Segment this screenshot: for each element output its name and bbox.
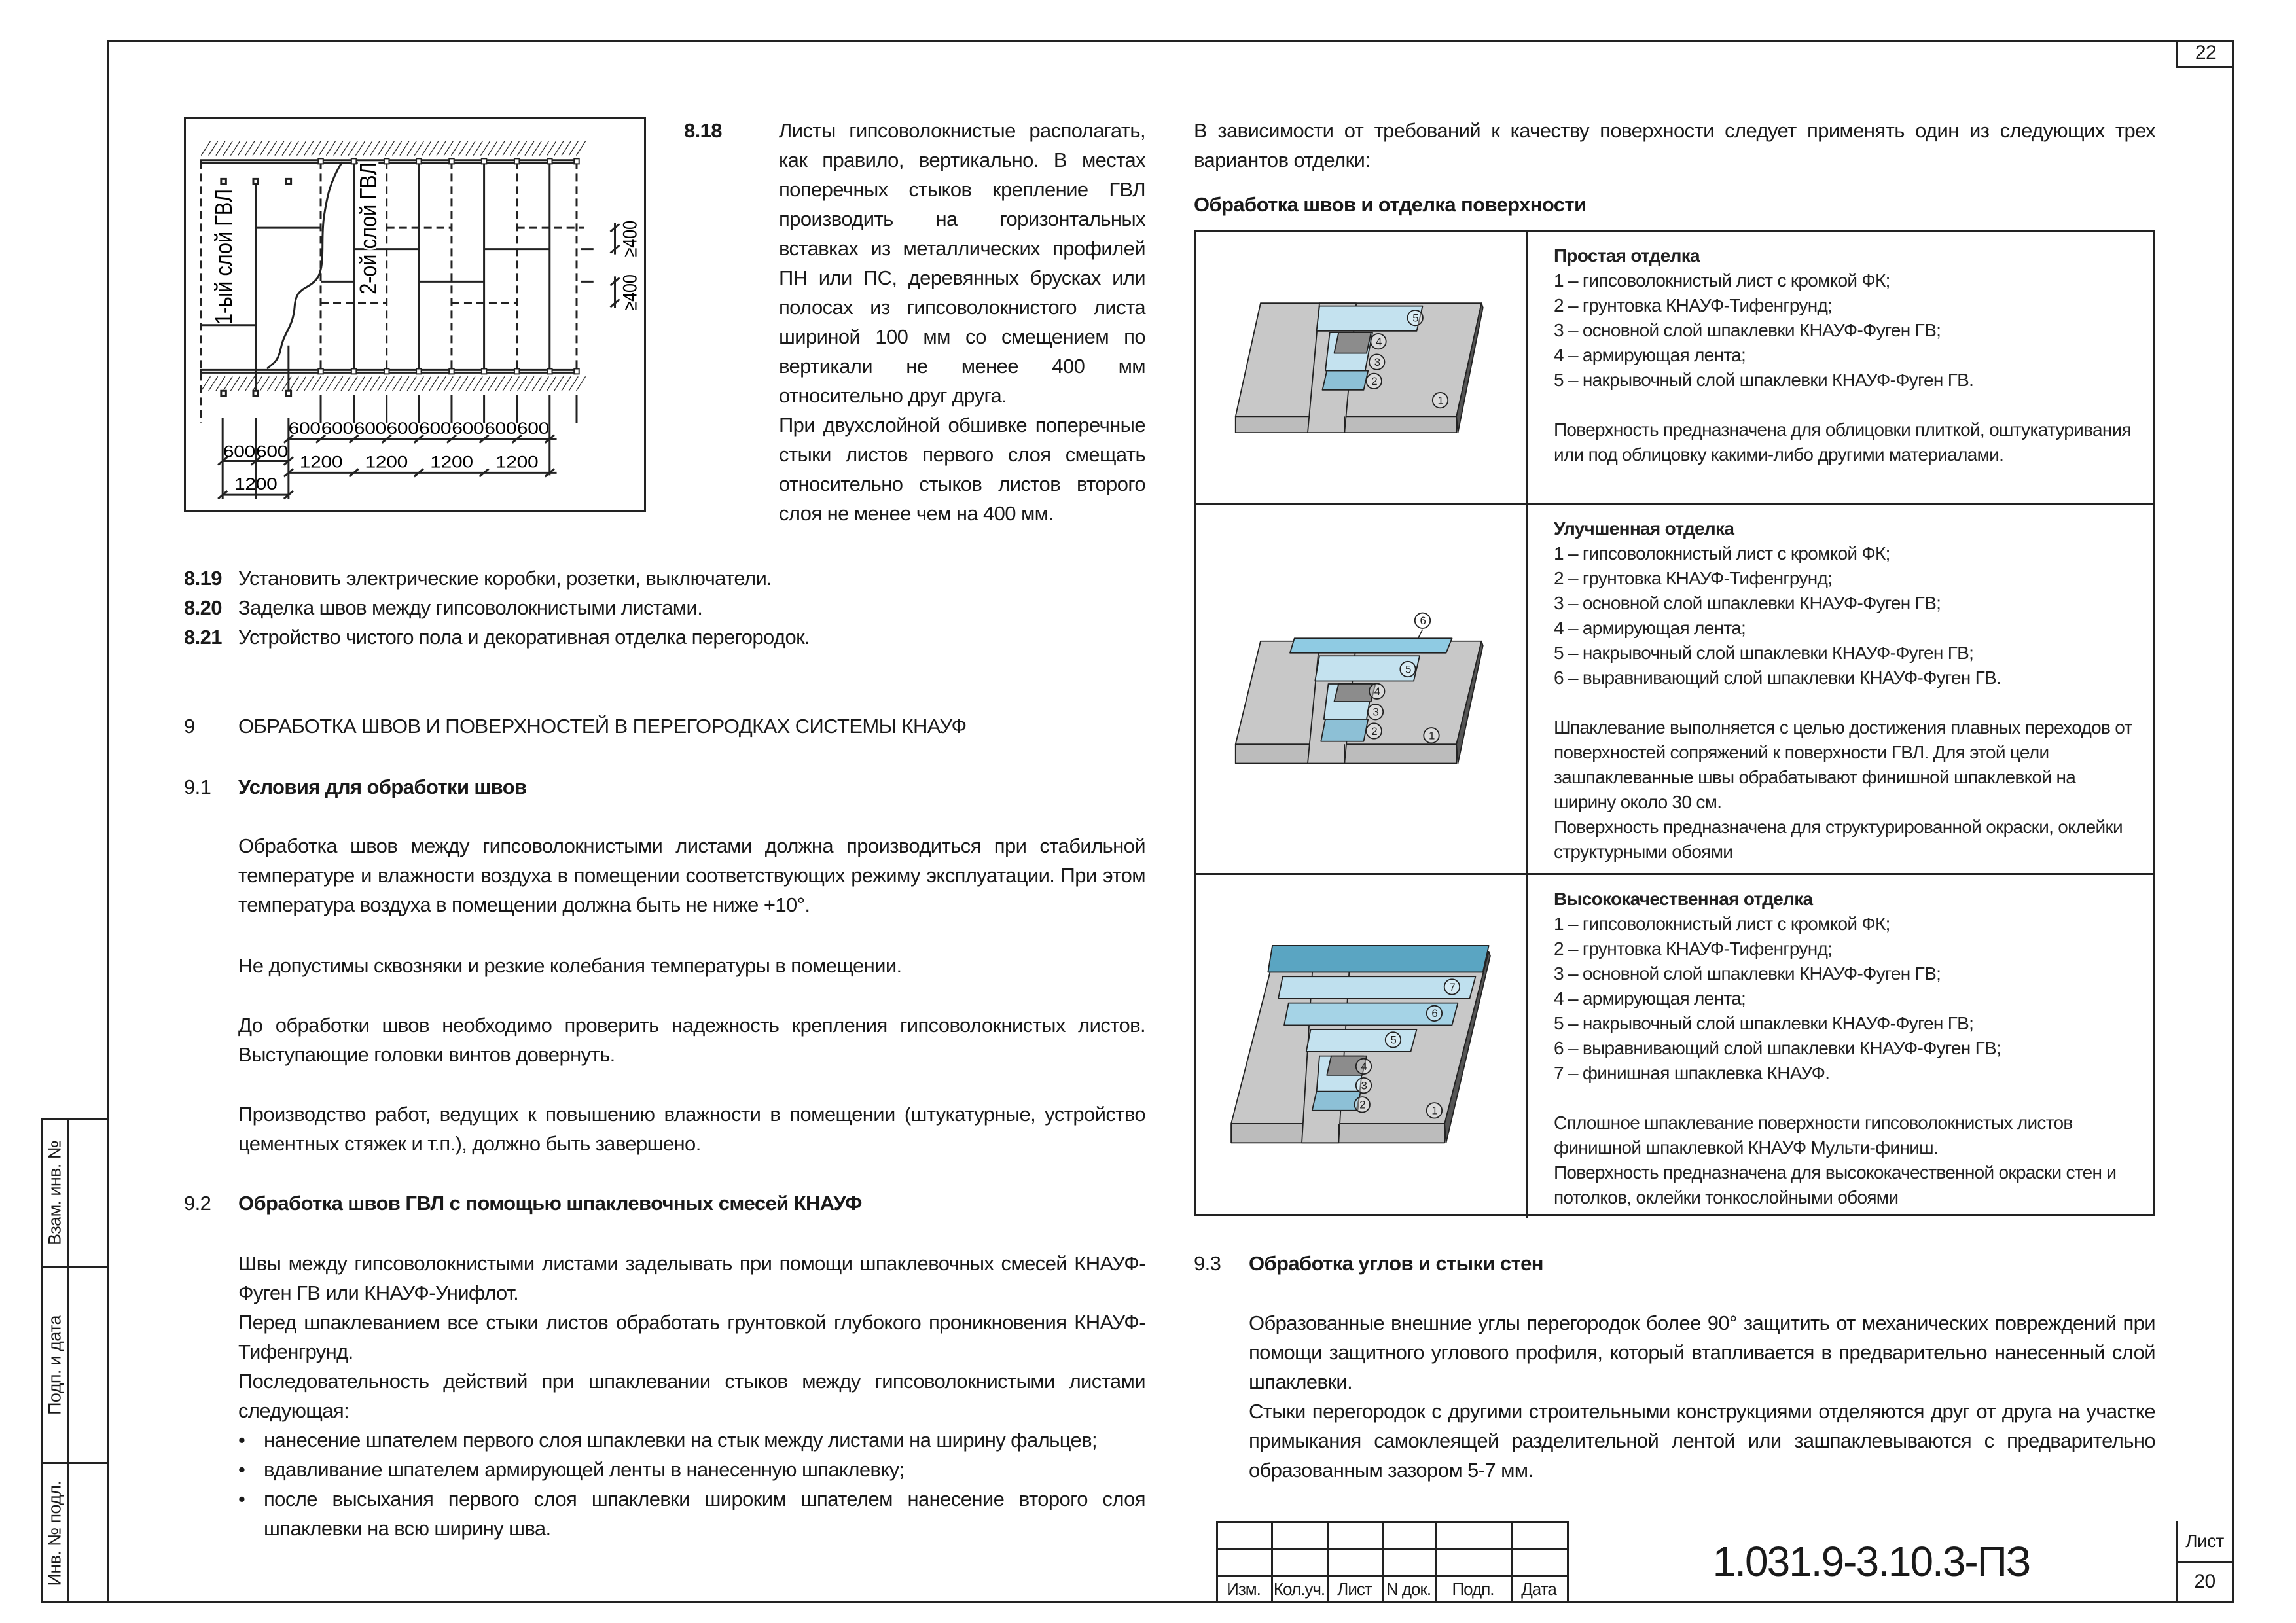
hatch-line (385, 141, 394, 156)
leader-line (1418, 630, 1423, 639)
paragraph: Последовательность действий при шпаклевании стыков между гипсоволокнистыми листами следующая: (238, 1370, 1145, 1422)
hatch-line (289, 141, 298, 156)
paragraph: Листы гипсоволокнистые располагать, как правило, вертикально. В местах поперечных стыков крепление ГВЛ производить на горизонтальных вставках из металлических профилей ПН или ПС, деревянных брусках или полосах из гипсоволокнистого листа шириной 100 мм со смещением по вертикали не менее 400 мм относительно друг друга. (779, 119, 1145, 407)
hatch-line (407, 376, 416, 391)
offset-label: ≥400 (619, 221, 641, 257)
hatch-line (414, 376, 423, 391)
hatch-line (260, 141, 269, 156)
hatch-line (466, 376, 475, 391)
hatch-line (238, 376, 247, 391)
hatch-line (577, 376, 586, 391)
hatch-line (547, 141, 556, 156)
hatch-line (554, 141, 564, 156)
hatch-line (319, 141, 328, 156)
section-92-body (238, 1249, 1145, 1543)
hatch-line (495, 141, 505, 156)
layer-item: 1 – гипсоволокнистый лист с кромкой ФК; (1554, 543, 1890, 563)
hatch-line (473, 141, 482, 156)
hatch-line (370, 376, 380, 391)
item-818-text (779, 116, 1145, 528)
putty-layer (1323, 371, 1369, 390)
bullet-icon: • (238, 1458, 245, 1481)
hatch-line (355, 141, 365, 156)
hatch-line (547, 376, 556, 391)
subsection-number: 9.3 (1194, 1252, 1221, 1275)
fastener-clip (318, 368, 323, 374)
hatch-line (437, 376, 446, 391)
hatch-line (459, 141, 468, 156)
hatch-line (393, 376, 402, 391)
hatch-line (444, 376, 453, 391)
hatch-line (488, 376, 497, 391)
hatch-line (275, 376, 284, 391)
layer-item: 2 – грунтовка КНАУФ-Тифенгрунд; (1554, 938, 1833, 959)
hatch-line (334, 141, 343, 156)
fastener-clip (318, 158, 323, 164)
hatch-line (223, 376, 232, 391)
paragraph: Производство работ, ведущих к повышению влажности в помещении (штукатурные, устройство цементных стяжек и т.п.), должно быть завершено. (238, 1103, 1145, 1155)
stamp-label: Взам. инв. № (45, 1140, 65, 1246)
stud-marker (221, 391, 226, 396)
finish-description (1554, 243, 2140, 467)
section-title: ОБРАБОТКА ШВОВ И ПОВЕРХНОСТЕЙ В ПЕРЕГОРОДКАХ СИСТЕМЫ КНАУФ (238, 715, 967, 738)
hatch-line (525, 376, 534, 391)
hatch-line (348, 376, 357, 391)
page-number-top: 22 (2176, 40, 2234, 68)
hatch-line (518, 141, 527, 156)
layer-item: 5 – накрывочный слой шпаклевки КНАУФ-Фуген ГВ; (1554, 643, 1974, 663)
finish-table (1194, 230, 2155, 1216)
fastener-clip (482, 368, 486, 374)
hatch-line (510, 141, 519, 156)
layer-item: 7 – финишная шпаклевка КНАУФ. (1554, 1063, 1830, 1083)
hatch-line (422, 141, 431, 156)
break-line (267, 162, 342, 369)
item-text: Заделка швов между гипсоволокнистыми листами. (238, 596, 703, 619)
dimension-label: 1200 (365, 452, 408, 471)
item-number: 8.19 (184, 567, 222, 590)
hatch-line (510, 376, 519, 391)
fastener-clip (449, 368, 454, 374)
fastener-clip (449, 158, 454, 164)
gvl-layout-drawing (186, 119, 644, 510)
hatch-line (296, 376, 306, 391)
hatch-line (363, 376, 372, 391)
layer-marker-number: 3 (1374, 355, 1380, 368)
hatch-line (326, 376, 335, 391)
paragraph: Стыки перегородок с другими строительными конструкциями отделяются друг от друга на участке примыкания самоклеящей разделительной лентой или зашпаклевываются с предварительно образованным зазором 5-7 мм. (1249, 1400, 2155, 1482)
dimension-label: 1200 (495, 452, 539, 471)
hatch-line (341, 141, 350, 156)
subsection-number: 9.1 (184, 776, 211, 798)
fastener-clip (574, 368, 579, 374)
fastener-clip (547, 158, 552, 164)
hatch-line (282, 376, 291, 391)
subsection-number: 9.2 (184, 1192, 211, 1215)
hatch-line (569, 376, 578, 391)
hatch-line (201, 376, 210, 391)
putty-layer (1335, 332, 1371, 353)
layer-marker-number: 5 (1405, 663, 1411, 676)
stud-marker (286, 179, 291, 184)
hatch-line (312, 141, 321, 156)
putty-layer (1321, 719, 1368, 741)
section-93-body (1249, 1308, 2155, 1485)
hatch-line (334, 376, 343, 391)
table-row (1196, 232, 2153, 503)
layer-marker-number: 3 (1361, 1079, 1367, 1092)
layer-item: 2 – грунтовка КНАУФ-Тифенгрунд; (1554, 568, 1833, 588)
stud-marker (253, 179, 258, 184)
layer-marker-number: 7 (1449, 980, 1455, 993)
layer-marker-number: 5 (1412, 312, 1418, 325)
layer-marker-number: 1 (1428, 729, 1435, 742)
hatch-line (312, 376, 321, 391)
dimension-label: 600 (419, 418, 452, 438)
hatch-line (400, 376, 409, 391)
hatch-line (473, 376, 482, 391)
hatch-line (245, 141, 255, 156)
subsection-title: Обработка швов ГВЛ с помощью шпаклевочных смесей КНАУФ (238, 1192, 862, 1215)
hatch-line (260, 376, 269, 391)
dimension-label: 600 (386, 418, 419, 438)
hatch-line (429, 376, 439, 391)
layer-marker-number: 2 (1371, 724, 1377, 738)
layer-marker-number: 2 (1371, 375, 1377, 388)
layer1-label: 1-ый слой ГВЛ (210, 189, 238, 325)
layers-diagram (1196, 505, 1526, 875)
dimension-label: 600 (353, 418, 386, 438)
hatch-line (385, 376, 394, 391)
putty-layer (1317, 306, 1423, 331)
hatch-line (554, 376, 564, 391)
layer-item: 3 – основной слой шпаклевки КНАУФ-Фуген ГВ; (1554, 593, 1941, 613)
column-label: N док. (1386, 1579, 1431, 1599)
hatch-line (562, 141, 571, 156)
hatch-line (503, 141, 512, 156)
hatch-line (569, 141, 578, 156)
column-label: Лист (1337, 1579, 1372, 1599)
layer-item: 4 – армирующая лента; (1554, 988, 1746, 1008)
fastener-clip (416, 158, 421, 164)
dimension-label: 600 (516, 418, 550, 438)
hatch-line (577, 141, 586, 156)
layers-diagram (1196, 875, 1526, 1218)
paragraph: До обработки швов необходимо проверить надежность крепления гипсоволокнистых листов. Выступающие головки винтов довернуть. (238, 1014, 1145, 1066)
fastener-clip (514, 368, 519, 374)
fastener-clip (384, 158, 389, 164)
stud-marker (221, 179, 226, 184)
hatch-line (488, 141, 497, 156)
hatch-line (414, 141, 423, 156)
paragraph: Швы между гипсоволокнистыми листами заделывать при помощи шпаклевочных смесей КНАУФ-Фуген ГВ или КНАУФ-Унифлот. (238, 1252, 1145, 1304)
finish-note: Сплошное шпаклевание поверхности гипсоволокнистых листов финишной шпаклевкой КНАУФ Мульти-финиш. (1554, 1113, 2073, 1158)
hatch-line (304, 376, 314, 391)
fastener-clip (416, 368, 421, 374)
hatch-line (480, 376, 490, 391)
finish-note: Поверхность предназначена для высококачественной окраски стен и потолков, оклейки тонкослойными обоями (1554, 1162, 2117, 1207)
section-number: 9 (184, 715, 195, 738)
hatch-line (466, 141, 475, 156)
layer-item: 2 – грунтовка КНАУФ-Тифенгрунд; (1554, 295, 1833, 315)
layer-marker-number: 4 (1361, 1060, 1367, 1073)
hatch-line (363, 141, 372, 156)
column-label: Кол.уч. (1273, 1579, 1325, 1599)
layer-marker-number: 5 (1390, 1033, 1396, 1046)
dimension-label: 600 (452, 418, 484, 438)
hatch-line (304, 141, 314, 156)
hatch-line (238, 141, 247, 156)
dimension-label: 600 (321, 418, 353, 438)
items-8-list (184, 563, 1145, 652)
hatch-line (532, 376, 541, 391)
column-label: Дата (1521, 1579, 1556, 1599)
finish-description (1554, 516, 2140, 865)
layer-item: 1 – гипсоволокнистый лист с кромкой ФК; (1554, 270, 1890, 291)
putty-layer (1268, 946, 1488, 972)
sheet-label: Лист (2185, 1531, 2224, 1551)
table-row (1196, 503, 2153, 873)
table-row (1196, 873, 2153, 1218)
hatch-line (429, 141, 439, 156)
list-item (238, 1425, 1145, 1455)
hatch-line (562, 376, 571, 391)
list-item-text: нанесение шпателем первого слоя шпаклевки на стык между листами на ширину фальцев; (264, 1429, 1098, 1452)
paragraph: Образованные внешние углы перегородок более 90° защитить от механических повреждений при помощи защитного углового профиля, который втапливается в предварительно нанесенный слой шпаклевки. (1249, 1311, 2155, 1393)
layer-item: 4 – армирующая лента; (1554, 618, 1746, 638)
subsection-title: Обработка углов и стыки стен (1249, 1252, 1543, 1275)
hatch-line (451, 376, 460, 391)
hatch-line (539, 376, 548, 391)
fastener-clip (384, 368, 389, 374)
layer-item: 1 – гипсоволокнистый лист с кромкой ФК; (1554, 914, 1890, 934)
hatch-line (437, 141, 446, 156)
paragraph: В зависимости от требований к качеству поверхности следует применять один из следующих трех вариантов отделки: (1194, 119, 2155, 171)
putty-layer (1290, 638, 1452, 653)
dimension-label: 1200 (430, 452, 473, 471)
paragraph: При двухслойной обшивке поперечные стыки листов первого слоя смещать относительно стыков листов второго слоя не менее чем на 400 мм. (779, 414, 1145, 525)
hatch-line (400, 141, 409, 156)
finish-figure (1196, 875, 1528, 1218)
item-number: 8.18 (684, 119, 722, 142)
hatch-line (296, 141, 306, 156)
fastener-clip (351, 368, 356, 374)
finish-title: Улучшенная отделка (1554, 518, 1734, 539)
hatch-line (216, 376, 225, 391)
layer-marker-number: 2 (1359, 1098, 1365, 1111)
hatch-line (444, 141, 453, 156)
layer-marker-number: 1 (1431, 1104, 1437, 1117)
bullet-icon: • (238, 1488, 245, 1510)
subsection-title: Условия для обработки швов (238, 776, 527, 798)
sheet-number: 20 (2194, 1571, 2215, 1592)
item-number: 8.20 (184, 596, 222, 619)
hatch-line (378, 141, 387, 156)
list-item (238, 1455, 1145, 1484)
stud-marker (286, 391, 291, 396)
bullet-icon: • (238, 1429, 245, 1452)
hatch-line (216, 141, 225, 156)
finish-description (1554, 887, 2140, 1210)
dimension-label: 600 (255, 442, 289, 461)
hatch-line (393, 141, 402, 156)
finish-figure (1196, 505, 1528, 873)
hatch-line (370, 141, 380, 156)
hatch-line (480, 141, 490, 156)
dimension-label: 600 (223, 442, 256, 461)
paragraph: Перед шпаклеванием все стыки листов обработать грунтовкой глубокого проникновения КНАУФ-Тифенгрунд. (238, 1311, 1145, 1363)
table-title: Обработка швов и отделка поверхности (1194, 193, 1587, 216)
layer-item: 4 – армирующая лента; (1554, 345, 1746, 365)
hatch-line (253, 376, 262, 391)
finish-note: Поверхность предназначена для облицовки плиткой, оштукатуривания или под облицовку какими-либо другими материалами. (1554, 419, 2132, 465)
layer2-label: 2-ой слой ГВЛ (355, 162, 382, 294)
paragraph: Не допустимы сквозняки и резкие колебания температуры в помещении. (238, 954, 902, 977)
hatch-line (245, 376, 255, 391)
hatch-line (253, 141, 262, 156)
hatch-line (355, 376, 365, 391)
hatch-line (503, 376, 512, 391)
finish-title: Простая отделка (1554, 245, 1700, 266)
hatch-line (422, 376, 431, 391)
fastener-clip (482, 158, 486, 164)
hatch-line (532, 141, 541, 156)
hatch-line (223, 141, 232, 156)
finish-figure (1196, 232, 1528, 503)
hatch-line (378, 376, 387, 391)
hatch-line (230, 141, 240, 156)
dimension-label: 1200 (234, 474, 278, 493)
column-label: Изм. (1227, 1579, 1261, 1599)
fastener-clip (547, 368, 552, 374)
fastener-clip (514, 158, 519, 164)
title-block (1216, 1521, 2234, 1603)
hatch-line (275, 141, 284, 156)
layer-marker-number: 6 (1431, 1007, 1437, 1020)
layer-item: 5 – накрывочный слой шпаклевки КНАУФ-Фуген ГВ; (1554, 1013, 1974, 1033)
stamp-label: Подп. и дата (45, 1315, 65, 1415)
hatch-line (326, 141, 335, 156)
layer-marker-number: 3 (1372, 705, 1378, 719)
stamp-label: Инв. № подл. (45, 1480, 65, 1586)
putty-layer (1312, 1092, 1361, 1111)
item-number: 8.21 (184, 626, 222, 649)
hatch-line (209, 376, 218, 391)
hatch-line (230, 376, 240, 391)
layer-item: 6 – выравнивающий слой шпаклевки КНАУФ-Фуген ГВ; (1554, 1038, 2001, 1058)
hatch-line (539, 141, 548, 156)
hatch-line (495, 376, 505, 391)
finish-note: Шпаклевание выполняется с целью достижения плавных переходов от поверхностей сопряжений к поверхности ГВЛ. Для этой цели зашпаклеванные швы обрабатывают финишной шпаклевкой на ширину около 30 см. (1554, 717, 2132, 812)
fastener-clip (574, 158, 579, 164)
finish-note: Поверхность предназначена для структурированной окраски, оклейки структурными обоями (1554, 817, 2123, 862)
layer-item: 6 – выравнивающий слой шпаклевки КНАУФ-Фуген ГВ. (1554, 668, 2001, 688)
sheet-layout-diagram (184, 117, 646, 512)
layer-marker-number: 4 (1375, 335, 1382, 348)
hatch-line (407, 141, 416, 156)
list-item-text: вдавливание шпателем армирующей ленты в нанесенную шпаклевку; (264, 1458, 905, 1481)
layer-marker-number: 6 (1420, 615, 1426, 628)
layer-item: 5 – накрывочный слой шпаклевки КНАУФ-Фуген ГВ. (1554, 370, 1974, 390)
hatch-line (282, 141, 291, 156)
layer-marker-number: 4 (1374, 685, 1380, 698)
hatch-line (518, 376, 527, 391)
side-stamp (41, 1118, 107, 1603)
stamp-field (69, 1120, 107, 1268)
hatch-line (289, 376, 298, 391)
dimension-label: 600 (484, 418, 517, 438)
stud-marker (253, 391, 258, 396)
finish-title: Высококачественная отделка (1554, 889, 1813, 909)
hatch-line (319, 376, 328, 391)
document-code: 1.031.9-3.10.3-ПЗ (1712, 1538, 2030, 1585)
list-item (238, 1484, 1145, 1543)
hatch-line (451, 141, 460, 156)
dimension-label: 1200 (299, 452, 343, 471)
item-text: Устройство чистого пола и декоративная отделка перегородок. (238, 626, 810, 649)
hatch-line (268, 141, 277, 156)
hatch-line (459, 376, 468, 391)
hatch-line (201, 141, 210, 156)
item-text: Установить электрические коробки, розетки, выключатели. (238, 567, 772, 590)
layer-item: 3 – основной слой шпаклевки КНАУФ-Фуген ГВ; (1554, 963, 1941, 984)
offset-label: ≥400 (619, 274, 641, 311)
stamp-field (69, 1268, 107, 1464)
hatch-line (348, 141, 357, 156)
list-item-text: после высыхания первого слоя шпаклевки широким шпателем нанесение второго слоя шпаклевки на всю ширину шва. (264, 1488, 1145, 1540)
layer-marker-number: 1 (1437, 394, 1443, 407)
layers-diagram (1196, 232, 1526, 503)
dimension-label: 600 (288, 418, 321, 438)
layer-item: 3 – основной слой шпаклевки КНАУФ-Фуген ГВ; (1554, 320, 1941, 340)
hatch-line (209, 141, 218, 156)
hatch-line (268, 376, 277, 391)
column-label: Подп. (1452, 1579, 1494, 1599)
paragraph: Обработка швов между гипсоволокнистыми листами должна производиться при стабильной температуре и влажности воздуха в помещении соответствующих режиму эксплуатации. При этом температура воздуха в помещении должна быть не ниже +10°. (238, 834, 1145, 916)
hatch-line (525, 141, 534, 156)
hatch-line (341, 376, 350, 391)
